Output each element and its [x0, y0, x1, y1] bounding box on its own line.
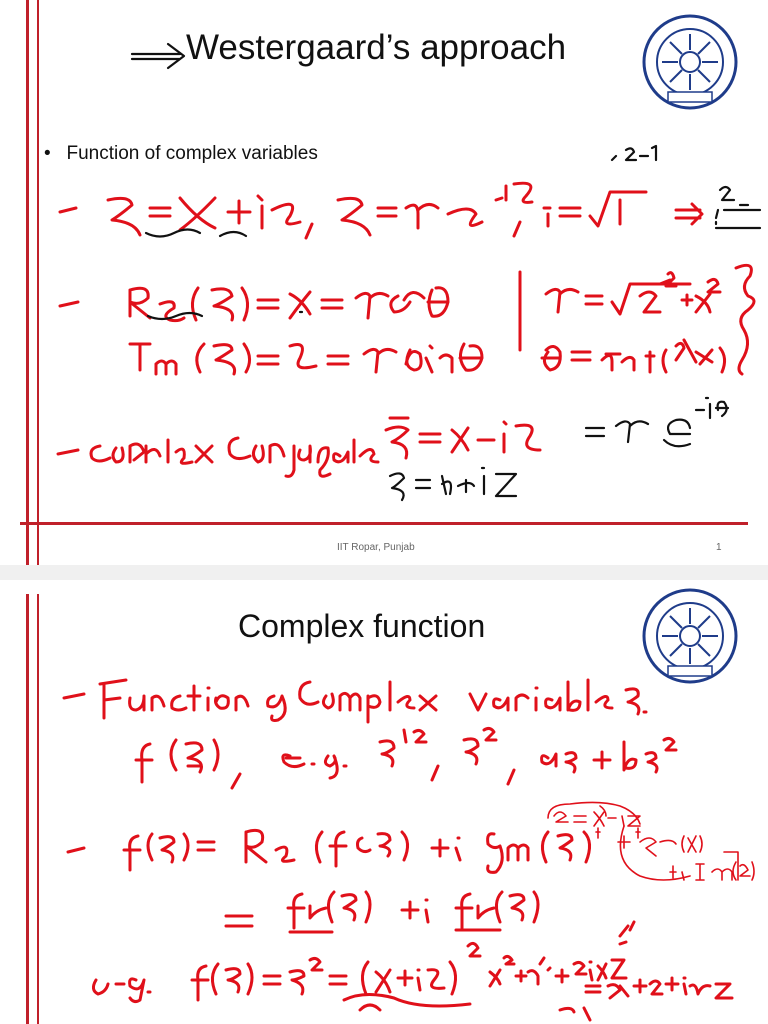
slide-title: Westergaard’s approach — [186, 28, 567, 67]
handwritten-annotations-2 — [0, 580, 768, 1024]
slide-title: Complex function — [238, 608, 486, 644]
bullet-glyph: • — [44, 143, 51, 164]
footer-institution: IIT Ropar, Punjab — [337, 542, 415, 553]
bullet-text: Function of complex variables — [66, 143, 318, 164]
slide-2 — [0, 580, 768, 1024]
page-number: 1 — [716, 542, 722, 553]
slide-separator — [0, 565, 768, 580]
footer-divider — [20, 522, 748, 525]
